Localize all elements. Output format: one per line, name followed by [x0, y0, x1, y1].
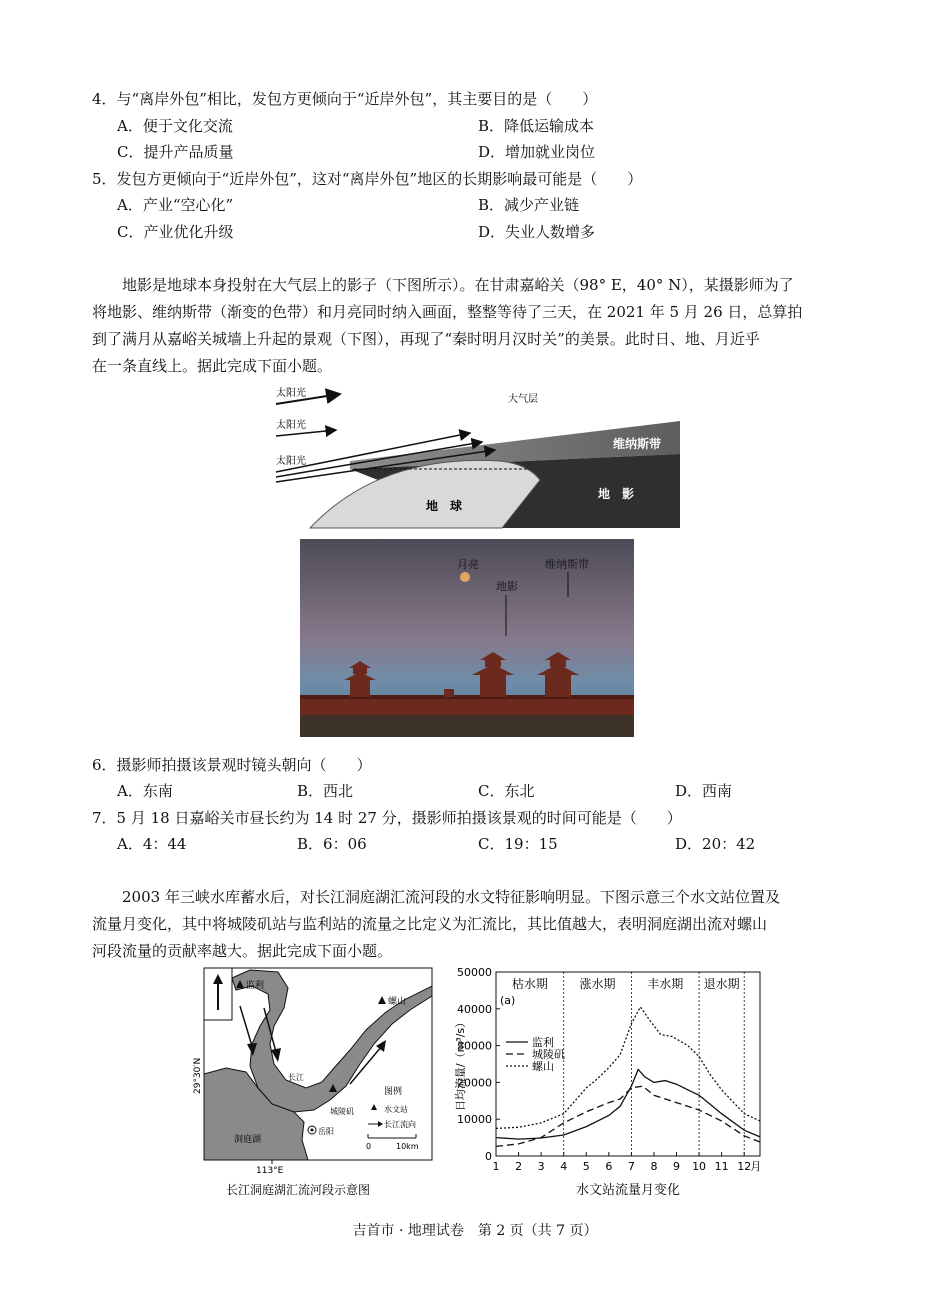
moon [460, 572, 470, 582]
q5-option-a[interactable]: A．产业“空心化” [117, 196, 234, 214]
map-title: 长江洞庭湖汇流河段示意图 [226, 1183, 371, 1197]
q6-option-b[interactable]: B．西北 [297, 782, 354, 800]
venus-belt-label: 维纳斯带 [613, 437, 662, 451]
legend-label: 监利 [532, 1036, 554, 1049]
x-axis-unit: 月 [750, 1160, 762, 1173]
q7-option-b[interactable]: B．6：06 [297, 835, 367, 853]
q7-stem: 7．5 月 18 日嘉峪关市昼长约为 14 时 27 分，摄影师拍摄该景观的时间可能是（ ） [92, 809, 682, 827]
earth-shadow-diagram [270, 382, 680, 530]
label-chenglingji: 城陵矶 [330, 1107, 354, 1116]
q4-option-b[interactable]: B．降低运输成本 [478, 117, 595, 135]
x-tick-label: 2 [515, 1160, 523, 1173]
period-label: 丰水期 [647, 977, 684, 991]
series-line-监利 [496, 1070, 760, 1140]
x-tick-label: 11 [714, 1160, 729, 1173]
x-tick-label: 8 [650, 1160, 658, 1173]
passage-line: 流量月变化，其中将城陵矶站与监利站的流量之比定义为汇流比，其比值越大，表明洞庭湖出流对螺山 [92, 915, 768, 933]
x-tick-label: 12 [737, 1160, 752, 1173]
q4-option-a[interactable]: A．便于文化交流 [117, 117, 233, 135]
passage-line: 到了满月从嘉峪关城墙上升起的景观（下图），再现了“秦时明月汉时关”的美景。此时日、地、月近乎 [92, 330, 760, 348]
moon-label: 月亮 [457, 558, 479, 571]
y-tick-label: 20000 [457, 1076, 492, 1090]
x-tick-label: 5 [582, 1160, 590, 1173]
y-tick-label: 40000 [457, 1002, 492, 1016]
period-label: 退水期 [703, 977, 740, 991]
q6-option-a[interactable]: A．东南 [117, 782, 173, 800]
q6-option-c[interactable]: C．东北 [478, 782, 535, 800]
x-tick-label: 10 [692, 1160, 707, 1173]
x-tick-label: 3 [537, 1160, 545, 1173]
legend-label: 城陵矶 [532, 1048, 565, 1061]
scale-zero: 0 [366, 1142, 372, 1151]
x-tick-label: 6 [605, 1160, 613, 1173]
scale-label: 10km [396, 1142, 419, 1151]
chart-title: 水文站流量月变化 [575, 1183, 681, 1198]
earth-label: 地 球 [426, 499, 463, 513]
passage-dongting [92, 884, 864, 965]
q5-option-d[interactable]: D．失业人数增多 [478, 223, 596, 241]
sunlight-label: 太阳光 [276, 456, 306, 467]
label-luoshan: 螺山 [388, 997, 407, 1007]
jiayuguan-photo [300, 539, 634, 737]
x-tick-label: 7 [627, 1160, 635, 1173]
label-longitude: 113°E [256, 1166, 284, 1176]
y-axis-label: 日均流量/（m³/s） [454, 1016, 467, 1112]
flow-chart [450, 960, 770, 1205]
passage-line: 将地影、维纳斯带（渐变的色带）和月亮同时纳入画面，整整等待了三天，在 2021 年 5 月 26 日，总算拍 [92, 303, 803, 321]
q5-option-c[interactable]: C．产业优化升级 [117, 223, 234, 241]
q4-option-c[interactable]: C．提升产品质量 [117, 143, 234, 161]
x-tick-label: 9 [673, 1160, 681, 1173]
label-yueyang: 岳阳 [318, 1127, 334, 1136]
period-label: 涨水期 [579, 977, 616, 991]
label-lake: 洞庭湖 [234, 1135, 262, 1145]
y-tick-label: 30000 [457, 1039, 492, 1053]
panel-label: (a) [500, 994, 516, 1007]
legend-station-label: 水文站 [384, 1105, 408, 1114]
x-tick-label: 4 [560, 1160, 568, 1173]
q6-option-d[interactable]: D．西南 [675, 782, 733, 800]
passage-line: 地影是地球本身投射在大气层上的影子（下图所示）。在甘肃嘉峪关（98° E，40° N），某摄影师为了 [122, 276, 794, 294]
passage-line: 河段流量的贡献率越大。据此完成下面小题。 [92, 942, 393, 960]
q5-stem: 5．发包方更倾向于“近岸外包”，这对“离岸外包”地区的长期影响最可能是（ ） [92, 170, 643, 188]
q7-option-d[interactable]: D．20：42 [675, 835, 756, 853]
passage-line: 2003 年三峡水库蓄水后，对长江洞庭湖汇流河段的水文特征影响明显。下图示意三个水文站位置及 [122, 888, 780, 906]
sunlight-label: 太阳光 [276, 420, 306, 431]
shadow-label: 地影 [496, 580, 518, 593]
label-latitude: 29°30′N [193, 1057, 203, 1094]
q7-option-a[interactable]: A．4：44 [117, 835, 187, 853]
legend-label: 螺山 [532, 1060, 554, 1073]
earth-shadow-label: 地 影 [598, 487, 635, 501]
passage-earth-shadow [92, 272, 864, 380]
page-footer: 吉首市 · 地理试卷 第 2 页（共 7 页） [352, 1223, 598, 1239]
q4-option-d[interactable]: D．增加就业岗位 [478, 143, 596, 161]
q6-stem: 6．摄影师拍摄该景观时镜头朝向（ ） [92, 756, 372, 774]
venus-belt-label: 维纳斯带 [545, 558, 589, 571]
y-tick-label: 10000 [457, 1113, 492, 1127]
period-label: 枯水期 [511, 977, 548, 991]
river-map [190, 964, 450, 1204]
passage-line: 在一条直线上。据此完成下面小题。 [92, 357, 333, 375]
q7-option-c[interactable]: C．19：15 [478, 835, 558, 853]
q5-option-b[interactable]: B．减少产业链 [478, 196, 580, 214]
legend-title: 图例 [384, 1087, 403, 1097]
series-line-城陵矶 [496, 1086, 760, 1146]
x-tick-label: 1 [492, 1160, 500, 1173]
label-jianli: 监利 [246, 981, 265, 991]
y-tick-label: 50000 [457, 966, 492, 979]
atmosphere-label: 大气层 [508, 394, 538, 405]
sunlight-label: 太阳光 [276, 388, 306, 399]
label-river: 长江 [288, 1073, 304, 1082]
q4-stem: 4．与“离岸外包”相比，发包方更倾向于“近岸外包”，其主要目的是（ ） [92, 90, 598, 108]
y-tick-label: 0 [485, 1150, 492, 1163]
legend-flow-label: 长江流向 [384, 1120, 416, 1129]
